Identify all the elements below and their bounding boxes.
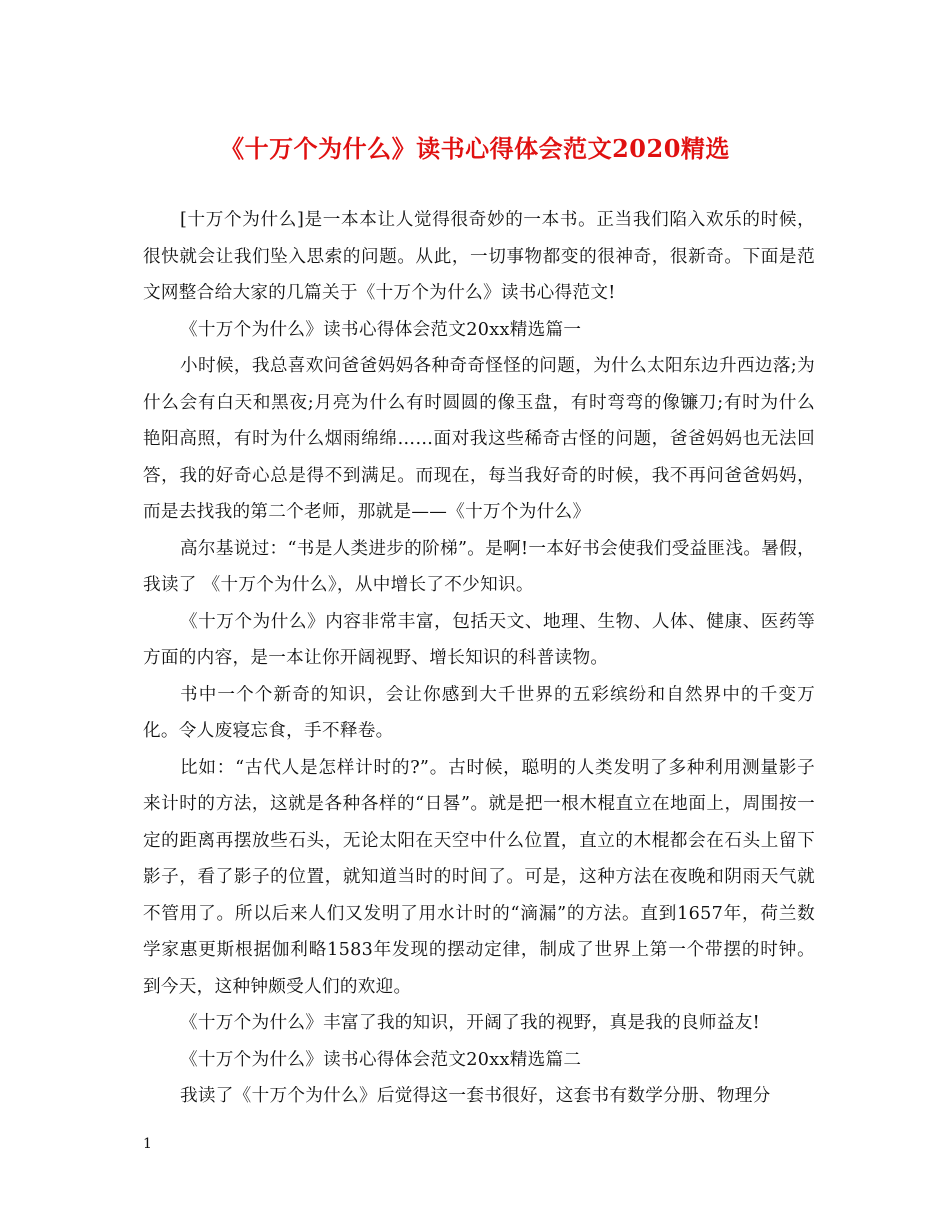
document-body: [143, 202, 815, 1115]
paragraph-good-teacher: 《十万个为什么》丰富了我的知识，开阔了我的视野，真是我的良师益友!: [180, 1013, 760, 1033]
section-heading-2: 《十万个为什么》读书心得体会范文20xx精选篇二: [180, 1049, 582, 1070]
paragraph-intro: [十万个为什么]是一本本让人觉得很奇妙的一本书。正当我们陷入欢乐的时候，很快就会让我们坠入思索的问题。从此，一切事物都变的很神奇，很新奇。下面是范文网整合给大家的几篇关于《十万个为什么》读书心得范文!: [143, 210, 815, 303]
paragraph-childhood: 小时候，我总喜欢问爸爸妈妈各种奇奇怪怪的问题，为什么太阳东边升西边落;为什么会有白天和黑夜;月亮为什么有时圆圆的像玉盘，有时弯弯的像镰刀;有时为什么艳阳高照，有时为什么烟雨绵绵……面对我这些稀奇古怪的问题，爸爸妈妈也无法回答，我的好奇心总是得不到满足。而现在，每当我好奇的时候，我不再问爸爸妈妈，而是去找我的第二个老师，那就是——《十万个为什么》: [143, 356, 815, 522]
paragraph-new-knowledge: 书中一个个新奇的知识，会让你感到大千世界的五彩缤纷和自然界中的千变万化。令人废寝忘食，手不释卷。: [143, 684, 815, 741]
paragraph-timekeeping: 比如：“古代人是怎样计时的?”。古时候，聪明的人类发明了多种利用测量影子来计时的方法，这就是各种各样的“日晷”。就是把一根木棍直立在地面上，周围按一定的距离再摆放些石头，无论太阳在天空中什么位置，直立的木棍都会在石头上留下影子，看了影子的位置，就知道当时的时间了。可是，这种方法在夜晚和阴雨天气就不管用了。所以后来人们又发明了用水计时的“滴漏”的方法。直到1657年，荷兰数学家惠更斯根据伽利略1583年发现的摆动定律，制成了世界上第一个带摆的时钟。到今天，这种钟颇受人们的欢迎。: [143, 757, 815, 997]
document-title: 《十万个为什么》读书心得体会范文2020精选: [220, 134, 730, 163]
page-number: 1: [143, 1136, 152, 1152]
paragraph-content-range: 《十万个为什么》内容非常丰富，包括天文、地理、生物、人体、健康、医药等方面的内容，是一本让你开阔视野、增长知识的科普读物。: [143, 611, 815, 668]
paragraph-gorky-quote: 高尔基说过：“书是人类进步的阶梯”。是啊!一本好书会使我们受益匪浅。暑假，我读了 《十万个为什么》，从中增长了不少知识。: [143, 538, 815, 595]
section-heading-1: 《十万个为什么》读书心得体会范文20xx精选篇一: [180, 319, 582, 340]
paragraph-second-start: 我读了《十万个为什么》后觉得这一套书很好，这套书有数学分册、物理分: [180, 1086, 771, 1106]
